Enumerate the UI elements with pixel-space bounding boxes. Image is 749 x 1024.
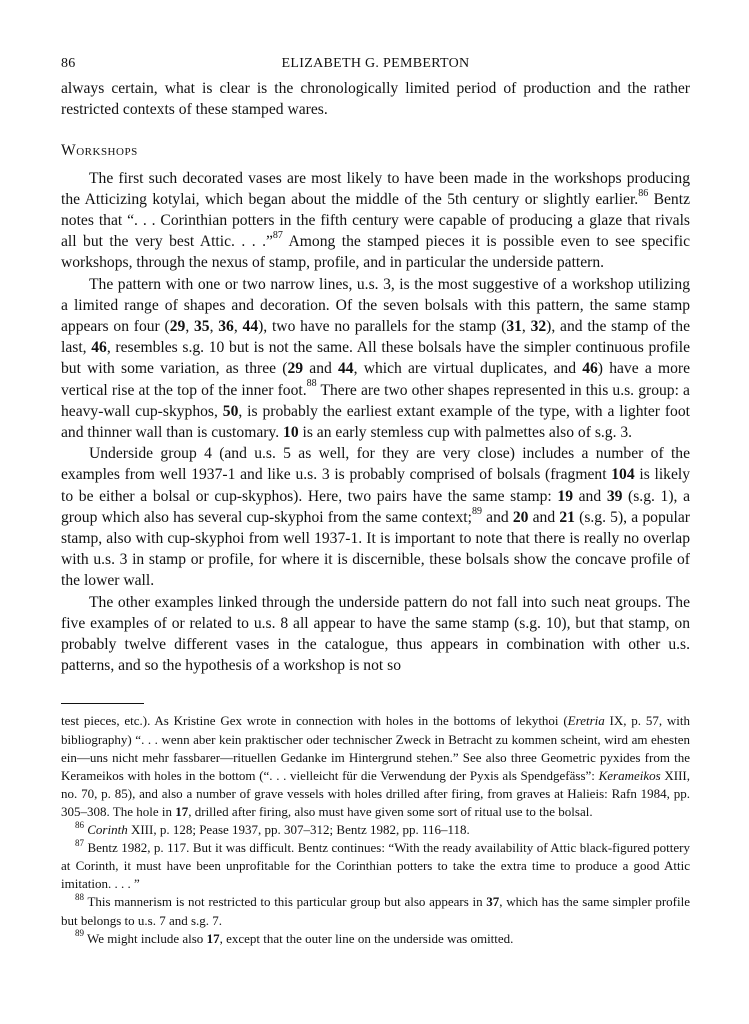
catalogue-number: 104: [611, 466, 635, 484]
catalogue-number: 39: [606, 487, 623, 505]
catalogue-number: 17: [206, 930, 220, 946]
footnote-continued: test pieces, etc.). As Kristine Gex wrote in connection with holes in the bottoms of lekythoi (Eretria IX, p. 57, with bibliography) “. . . wenn aber kein praktischer oder technischer Zweck in Betracht zu kommen scheint, wird am ehesten ein—uns nicht mehr fassbarer—rituellen Gedanke im Hintergrund stehen.” See also three Geometric pyxides from the Kerameikos with holes in the bottom (“. . . vielleicht für die Verwendung der Pyxis als Spendgefäss”: Kerameikos XIII, no. 70, p. 85), and also a number of grave vessels with holes drilled after firing, from graves at Halieis: Rafn 1984, pp. 305–308. The hole in 17, drilled after firing, also must have given some sort of ritual use to the bolsal.: [61, 713, 690, 819]
catalogue-number: 50: [222, 402, 239, 420]
footnote-ref: 89: [471, 505, 482, 517]
catalogue-number: 29: [287, 360, 304, 378]
footnote-88: $^{88}$ This mannerism is not restricted to this particular group but also appears in 37, which has the same simpler profile but belongs to u.s. 7 and s.g. 7.: [61, 892, 690, 928]
page-number: 86: [61, 56, 76, 71]
paragraph: The pattern with one or two narrow lines, u.s. 3, is the most suggestive of a workshop utilizing a limited range of shapes and decoration. Of the seven bolsals with this pattern, the same stamp appears on four (29, 35, 36, 44), two have no parallels for the stamp (31, 32), and the stamp of the last, 46, resembles s.g. 10 but is not the same. All these bolsals have the simpler continuous profile but with some variation, as three (29 and 44, which are virtual duplicates, and 46) have a more vertical rise at the top of the inner foot.$^{88}$ There are two other shapes represented in this u.s. group: a heavy-wall cup-skyphos, 50, is probably the earliest extant example of the type, with a lighter foot and thinner wall than is customary. 10 is an early stemless cup with palmettes also of s.g. 3.: [61, 275, 691, 442]
catalogue-number: 29: [169, 318, 186, 336]
paragraph: Underside group 4 (and u.s. 5 as well, for they are very close) includes a number of the examples from well 1937-1 and like u.s. 3 is probably comprised of bolsals (fragment 104 is likely to be either a bolsal or cup-skyphos). Here, two pairs have the same stamp: 19 and 39 (s.g. 1), a group which also has several cup-skyphoi from the same context;$^{89}$ and 20 and 21 (s.g. 5), a popular stamp, also with cup-skyphoi from well 1937-1. It is important to note that there is really no overlap with u.s. 3 in stamp or profile, for where it is discernible, these bolsals show the concave profile of the lower wall.: [61, 445, 690, 590]
footnote-ref: 87: [272, 230, 283, 242]
catalogue-number: 46: [582, 360, 598, 378]
catalogue-number: 44: [242, 318, 259, 336]
paragraph-continued: always certain, what is clear is the chronologically limited period of production and the rather restricted contexts of these stamped wares.: [61, 80, 690, 119]
footnote-89: $^{89}$ We might include also 17, except that the outer line on the underside was omitted.: [75, 928, 514, 946]
catalogue-number: 31: [506, 318, 522, 336]
catalogue-number: 19: [557, 487, 573, 505]
footnote-number: 89: [75, 928, 84, 939]
running-head: ELIZABETH G. PEMBERTON: [281, 56, 470, 71]
footnote-number: 88: [75, 892, 84, 903]
catalogue-number: 35: [193, 318, 210, 336]
catalogue-number: 17: [175, 803, 189, 819]
footnote-rule: [61, 703, 144, 704]
footnote-87: $^{87}$ Bentz 1982, p. 117. But it was difficult. Bentz continues: “With the ready availability of Attic black-figured pottery at Corinth, it must have been unprofitable for the Corinthian potters to take the extra time to produce a good Attic imitation. . . . ”: [61, 837, 690, 892]
page: [61, 56, 690, 948]
footnote-ref: 86: [638, 187, 649, 199]
catalogue-number: 10: [283, 424, 299, 442]
catalogue-number: 21: [559, 508, 575, 526]
paragraph: The first such decorated vases are most likely to have been made in the workshops producing the Atticizing kotylai, which began about the middle of the 5th century or slightly earlier.$^{86}$ Bentz notes that “. . . Corinthian potters in the fifth century were capable of producing a glaze that rivals all but the very best Attic. . . .”$^{87}$ Among the stamped pieces it is possible even to see specific workshops, through the nexus of stamp, profile, and in particular the underside pattern.: [61, 169, 690, 272]
paragraph: The other examples linked through the underside pattern do not fall into such neat groups. The five examples of or related to u.s. 8 all appear to have the same stamp (s.g. 10), but that stamp, on probably twelve different vases in the catalogue, thus appears in combination with other u.s. patterns, and so the hypothesis of a workshop is not so: [61, 593, 690, 675]
footnote-number: 87: [75, 837, 84, 848]
catalogue-number: 37: [486, 894, 500, 910]
main-text: [61, 78, 690, 676]
section-heading: Workshops: [61, 142, 138, 160]
catalogue-number: 36: [218, 318, 234, 336]
footnote-number: 86: [75, 819, 84, 830]
footnote-86: $^{86}$ Corinth XIII, p. 128; Pease 1937, pp. 307–312; Bentz 1982, pp. 116–118.: [75, 819, 470, 838]
catalogue-number: 32: [530, 318, 547, 336]
catalogue-number: 20: [512, 508, 529, 526]
catalogue-number: 44: [338, 360, 354, 378]
footnotes: [61, 712, 690, 947]
page-header: [61, 56, 690, 78]
footnote-ref: 88: [306, 378, 317, 390]
catalogue-number: 46: [91, 339, 107, 357]
